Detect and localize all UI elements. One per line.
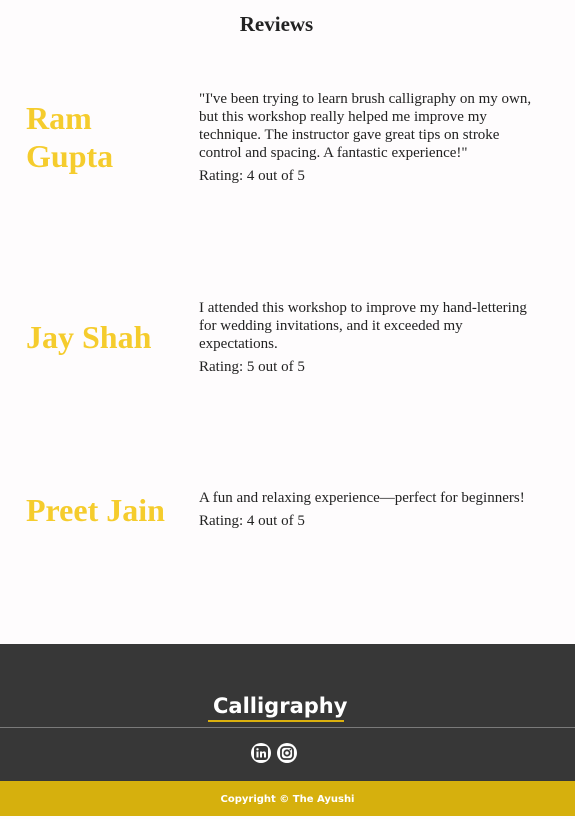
footer-divider bbox=[0, 727, 575, 728]
instagram-icon[interactable] bbox=[277, 743, 297, 763]
review-text: I attended this workshop to improve my hand-lettering for wedding invitations, and it exceeded my expectations. bbox=[199, 300, 527, 352]
review-text: "I've been trying to learn brush calligraphy on my own, but this workshop really helped me improve my technique. The instructor gave great tips on stroke control and spacing. A fantastic experience!" bbox=[199, 91, 532, 161]
review-rating: Rating: 5 out of 5 bbox=[199, 359, 305, 375]
review-body bbox=[199, 90, 534, 190]
copyright-text: Copyright © The Ayushi bbox=[220, 794, 355, 805]
linkedin-icon[interactable] bbox=[251, 743, 271, 763]
social-links bbox=[251, 743, 299, 763]
review-body bbox=[199, 489, 534, 535]
page-title: Reviews bbox=[239, 12, 314, 36]
reviewer-name: Ram Gupta bbox=[26, 100, 114, 174]
footer-brand[interactable]: Calligraphy bbox=[213, 694, 348, 718]
review-rating: Rating: 4 out of 5 bbox=[199, 168, 305, 184]
review-text: A fun and relaxing experience—perfect for beginners! bbox=[199, 490, 525, 506]
reviewer-name: Jay Shah bbox=[26, 319, 152, 355]
reviewer-name: Preet Jain bbox=[26, 492, 165, 528]
footer bbox=[0, 644, 575, 781]
copyright-bar bbox=[0, 781, 575, 816]
review-rating: Rating: 4 out of 5 bbox=[199, 513, 305, 529]
brand-underline bbox=[208, 720, 344, 722]
review-body bbox=[199, 299, 534, 381]
